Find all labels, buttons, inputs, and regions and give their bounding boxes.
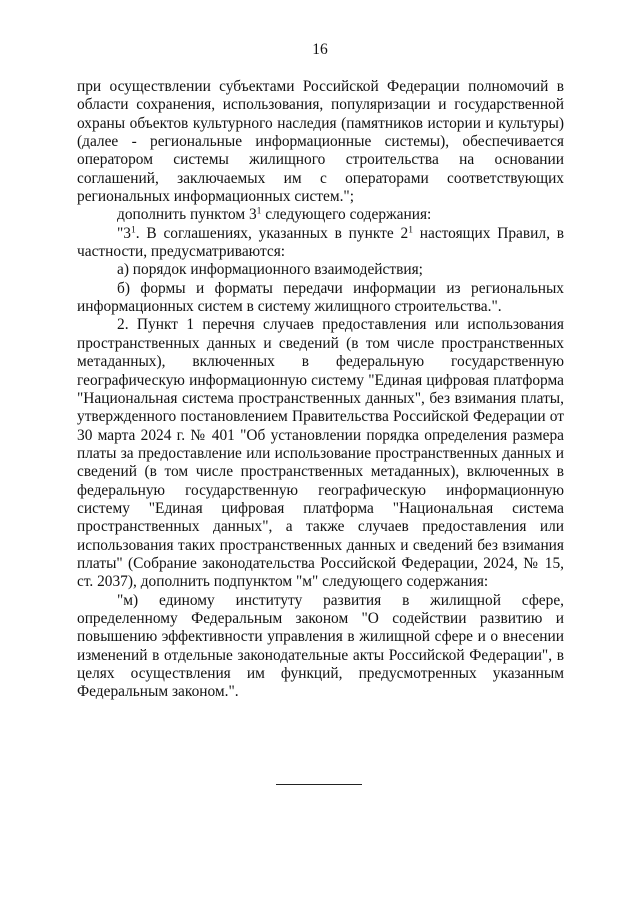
paragraph-text: "3 bbox=[117, 224, 131, 242]
paragraph-point-3-1 bbox=[77, 225, 564, 262]
paragraph-text: настоящих Правил, в частности, предусматриваются: bbox=[77, 224, 564, 261]
superscript-one: 1 bbox=[256, 205, 262, 217]
paragraph-text: следующего содержания: bbox=[261, 206, 432, 224]
page-number: 16 bbox=[312, 41, 328, 58]
paragraph-item-2: 2. Пункт 1 перечня случаев предоставления или использования пространственных данных и сведений (в том числе пространственных метаданных), включенных в федеральную государственную географическую информационную систему "Единая цифровая платформа "Национальная система пространственных данных", без взимания платы, утвержденного постановлением Правительства Российской Федерации от 30 марта 2024 г. № 401 "Об установлении порядка определения размера платы за предоставление или использование пространственных данных и сведений (в том числе пространственных метаданных), включенных в федеральную государственную географическую информационную систему "Единая цифровая платформа "Национальная система пространственных данных", а также случаев предоставления или использования таких пространственных данных и сведений без взимания платы" (Собрание законодательства Российской Федерации, 2024, № 15, ст. 2037), дополнить подпунктом "м" следующего содержания: bbox=[77, 316, 564, 591]
paragraph-text: . В соглашениях, указанных в пункте 2 bbox=[135, 224, 409, 242]
paragraph-text: дополнить пунктом 3 bbox=[117, 206, 257, 224]
paragraph-regional-systems-clause: при осуществлении субъектами Российской Федерации полномочий в области сохранения, использования, популяризации и государственной охраны объектов культурного наследия (памятников истории и культуры) (далее - региональные информационные системы), обеспечивается оператором системы жилищного строительства на основании соглашений, заключаемых им с операторами соответствующих региональных информационных систем."; bbox=[77, 78, 564, 206]
paragraph-subitem-m: "м) единому институту развития в жилищной сфере, определенному Федеральным законом "О содействии развитию и повышению эффективности управления в жилищной сфере и о внесении изменений в отдельные законодательные акты Российской Федерации", в целях осуществления им функций, предусмотренных указанным Федеральным законом.". bbox=[77, 591, 564, 701]
document-body bbox=[77, 78, 564, 702]
paragraph-add-point-instruction bbox=[77, 206, 564, 224]
end-divider-line bbox=[276, 784, 362, 785]
superscript-one: 1 bbox=[408, 224, 413, 236]
superscript-one: 1 bbox=[130, 224, 136, 236]
paragraph-subitem-a: а) порядок информационного взаимодействия; bbox=[117, 261, 423, 279]
paragraph-subitem-b: б) формы и форматы передачи информации из региональных информационных систем в систему жилищного строительства.". bbox=[77, 279, 564, 316]
